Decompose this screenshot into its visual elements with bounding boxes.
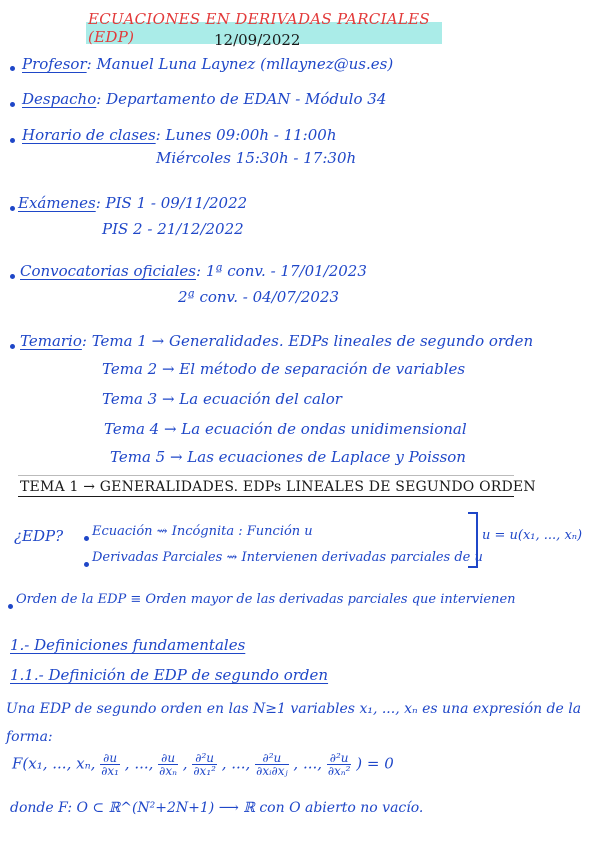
edp-question: ¿EDP? (14, 527, 64, 545)
derivadas-line: Derivadas Parciales ⇝ Intervienen derivadas parciales de u (92, 550, 483, 565)
formula (12, 752, 394, 777)
page-date: 12/09/2022 (214, 31, 301, 49)
formula-end: ) = 0 (356, 754, 394, 773)
ellipsis: , ..., (221, 754, 256, 773)
heading-underline (18, 496, 514, 497)
horario-line1: : Lunes 09:00h - 11:00h (155, 126, 337, 144)
profesor-row (22, 55, 393, 73)
convocatorias-line1: : 1ª conv. - 17/01/2023 (196, 262, 367, 280)
temario-item: Tema 4 → La ecuación de ondas unidimensional (104, 420, 467, 438)
bullet-dot (84, 536, 89, 541)
convocatorias-row (20, 262, 367, 280)
temario-item: Tema 2 → El método de separación de variables (102, 360, 466, 378)
profesor-value: : Manuel Luna Laynez (mllaynez@us.es) (86, 55, 394, 73)
paragraph-line: forma: (6, 729, 53, 745)
examenes-label: Exámenes (18, 194, 96, 212)
horario-line2: Miércoles 15:30h - 17:30h (156, 149, 357, 167)
bullet-dot (8, 604, 13, 609)
examenes-line1: : PIS 1 - 09/11/2022 (95, 194, 248, 212)
paragraph-line: Una EDP de segundo orden en las N≥1 variables x₁, ..., xₙ es una expresión de la (6, 701, 582, 717)
temario-label: Temario (20, 332, 82, 350)
fraction: $\frac{\partial u}{\text{∂x₁}}$ (101, 751, 119, 778)
temario-item: Tema 3 → La ecuación del calor (102, 390, 342, 408)
bullet-dot (10, 274, 15, 279)
horario-row (22, 126, 336, 144)
bullet-dot (10, 138, 15, 143)
examenes-line2: PIS 2 - 21/12/2022 (102, 220, 244, 238)
u-definition: u = u(x₁, ..., xₙ) (482, 528, 583, 543)
bullet-dot (10, 66, 15, 71)
bullet-dot (84, 562, 89, 567)
despacho-value: : Departamento de EDAN - Módulo 34 (96, 90, 387, 108)
subsection-heading: 1.1.- Definición de EDP de segundo orden (10, 666, 329, 684)
bullet-dot (10, 206, 15, 211)
convocatorias-label: Convocatorias oficiales (20, 262, 197, 280)
bullet-dot (10, 102, 15, 107)
brace (468, 512, 478, 568)
donde-line: donde F: O ⊂ ℝ^(N²+2N+1) ⟶ ℝ con O abierto no vacío. (10, 800, 424, 816)
despacho-row (22, 90, 386, 108)
comma: , (182, 754, 193, 773)
formula-start: F(x₁, ..., xₙ, (12, 754, 96, 773)
fraction: $\frac{\text{∂²u}}{\text{∂x₁²}}$ (193, 751, 216, 778)
orden-line: Orden de la EDP ≡ Orden mayor de las derivadas parciales que intervienen (16, 592, 516, 607)
examenes-row (18, 194, 247, 212)
ellipsis: , ..., (124, 754, 159, 773)
convocatorias-line2: 2ª conv. - 04/07/2023 (178, 288, 340, 306)
despacho-label: Despacho (22, 90, 97, 108)
profesor-label: Profesor (22, 55, 87, 73)
temario-item: : Tema 1 → Generalidades. EDPs lineales de segundo orden (81, 332, 534, 350)
ecuacion-line: Ecuación ⇝ Incógnita : Función u (92, 524, 313, 539)
tema1-heading: TEMA 1 → GENERALIDADES. EDPs LINEALES DE SEGUNDO ORDEN (20, 479, 536, 495)
horario-label: Horario de clases (22, 126, 156, 144)
ellipsis: , ..., (293, 754, 327, 773)
fraction: $\frac{\partial u}{\text{∂xₙ}}$ (159, 751, 178, 778)
fraction: $\frac{\text{∂²u}}{\text{∂xᵢ∂xⱼ}}$ (256, 751, 288, 778)
fraction: $\frac{\text{∂²u}}{\text{∂xₙ²}}$ (327, 751, 351, 778)
section-heading: 1.- Definiciones fundamentales (10, 636, 246, 654)
temario-row (20, 332, 533, 350)
heading-overline (18, 475, 514, 476)
bullet-dot (10, 344, 15, 349)
page-title: ECUACIONES EN DERIVADAS PARCIALES (EDP) (88, 10, 431, 46)
temario-item: Tema 5 → Las ecuaciones de Laplace y Poisson (110, 448, 466, 466)
